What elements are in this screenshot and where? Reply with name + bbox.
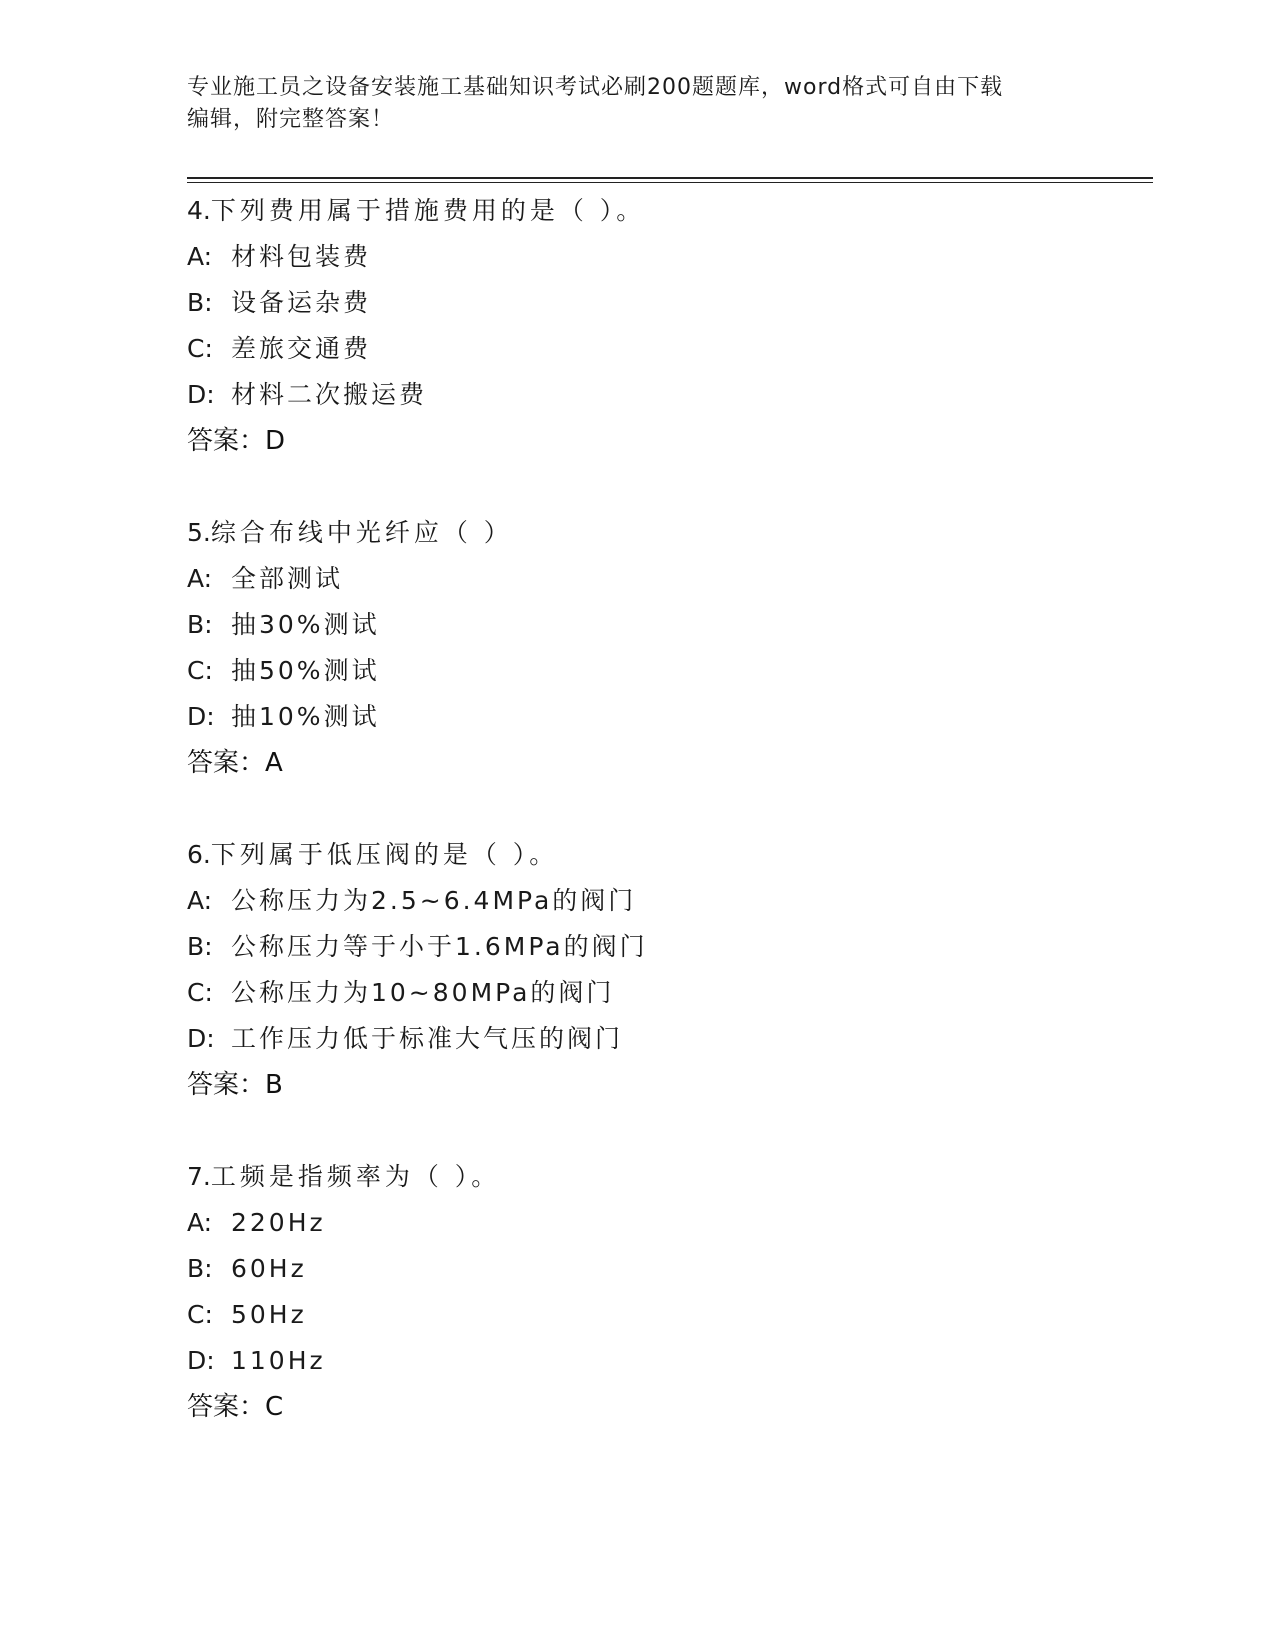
option-letter: B: [187,932,213,961]
question-text: 下列费用属于措施费用的是（ ）。 [210,196,646,225]
option-a [187,234,1147,280]
answer-key: 答案：A [187,748,283,778]
option-b [187,924,1147,970]
option-text: 公称压力为2.5~6.4MPa的阀门 [231,886,637,915]
document-header [187,72,1087,136]
option-letter: C: [187,334,213,363]
answer-key: 答案：D [187,426,286,456]
option-text: 60Hz [231,1254,307,1283]
option-d [187,372,1147,418]
question-number: 4. [187,196,211,225]
option-letter: A: [187,242,213,271]
option-text: 50Hz [231,1300,307,1329]
header-title-line-1: 专业施工员之设备安装施工基础知识考试必刷200题题库，word格式可自由下载 [187,75,1004,100]
option-c [187,648,1147,694]
question-list [187,188,1147,1476]
option-text: 公称压力为10~80MPa的阀门 [231,978,615,1007]
option-letter: D: [187,1346,215,1375]
question-text: 下列属于低压阀的是（ ）。 [210,840,559,869]
header-divider [187,177,1153,183]
question-block [187,510,1147,786]
option-letter: D: [187,1024,215,1053]
option-a [187,1200,1147,1246]
question-stem [187,1154,1147,1200]
option-text: 材料包装费 [231,242,372,271]
option-b [187,602,1147,648]
option-d [187,694,1147,740]
option-b [187,1246,1147,1292]
question-stem [187,832,1147,878]
option-a [187,878,1147,924]
option-d [187,1016,1147,1062]
option-text: 抽10%测试 [231,702,380,731]
option-text: 工作压力低于标准大气压的阀门 [231,1024,624,1053]
option-letter: B: [187,1254,213,1283]
option-c [187,326,1147,372]
option-letter: A: [187,1208,213,1237]
question-text: 工频是指频率为（ ）。 [210,1162,501,1191]
question-number: 6. [187,840,211,869]
question-block [187,188,1147,464]
option-text: 材料二次搬运费 [231,380,428,409]
option-letter: B: [187,288,213,317]
option-text: 抽30%测试 [231,610,380,639]
question-stem [187,510,1147,556]
option-c [187,1292,1147,1338]
option-letter: A: [187,886,213,915]
question-text: 综合布线中光纤应（ ） [210,518,513,547]
option-letter: C: [187,978,213,1007]
option-d [187,1338,1147,1384]
option-c [187,970,1147,1016]
header-title-line-2: 编辑，附完整答案！ [187,107,395,132]
option-letter: C: [187,1300,213,1329]
option-letter: D: [187,380,215,409]
option-text: 110Hz [231,1346,326,1375]
option-text: 公称压力等于小于1.6MPa的阀门 [231,932,648,961]
option-letter: A: [187,564,213,593]
option-b [187,280,1147,326]
option-text: 220Hz [231,1208,326,1237]
question-number: 7. [187,1162,211,1191]
option-letter: D: [187,702,215,731]
option-letter: B: [187,610,213,639]
question-block [187,832,1147,1108]
option-text: 全部测试 [231,564,344,593]
question-block [187,1154,1147,1430]
option-text: 差旅交通费 [231,334,372,363]
option-a [187,556,1147,602]
answer-key: 答案：C [187,1392,284,1422]
option-text: 抽50%测试 [231,656,380,685]
option-text: 设备运杂费 [231,288,372,317]
answer-key: 答案：B [187,1070,283,1100]
option-letter: C: [187,656,213,685]
question-number: 5. [187,518,211,547]
question-stem [187,188,1147,234]
